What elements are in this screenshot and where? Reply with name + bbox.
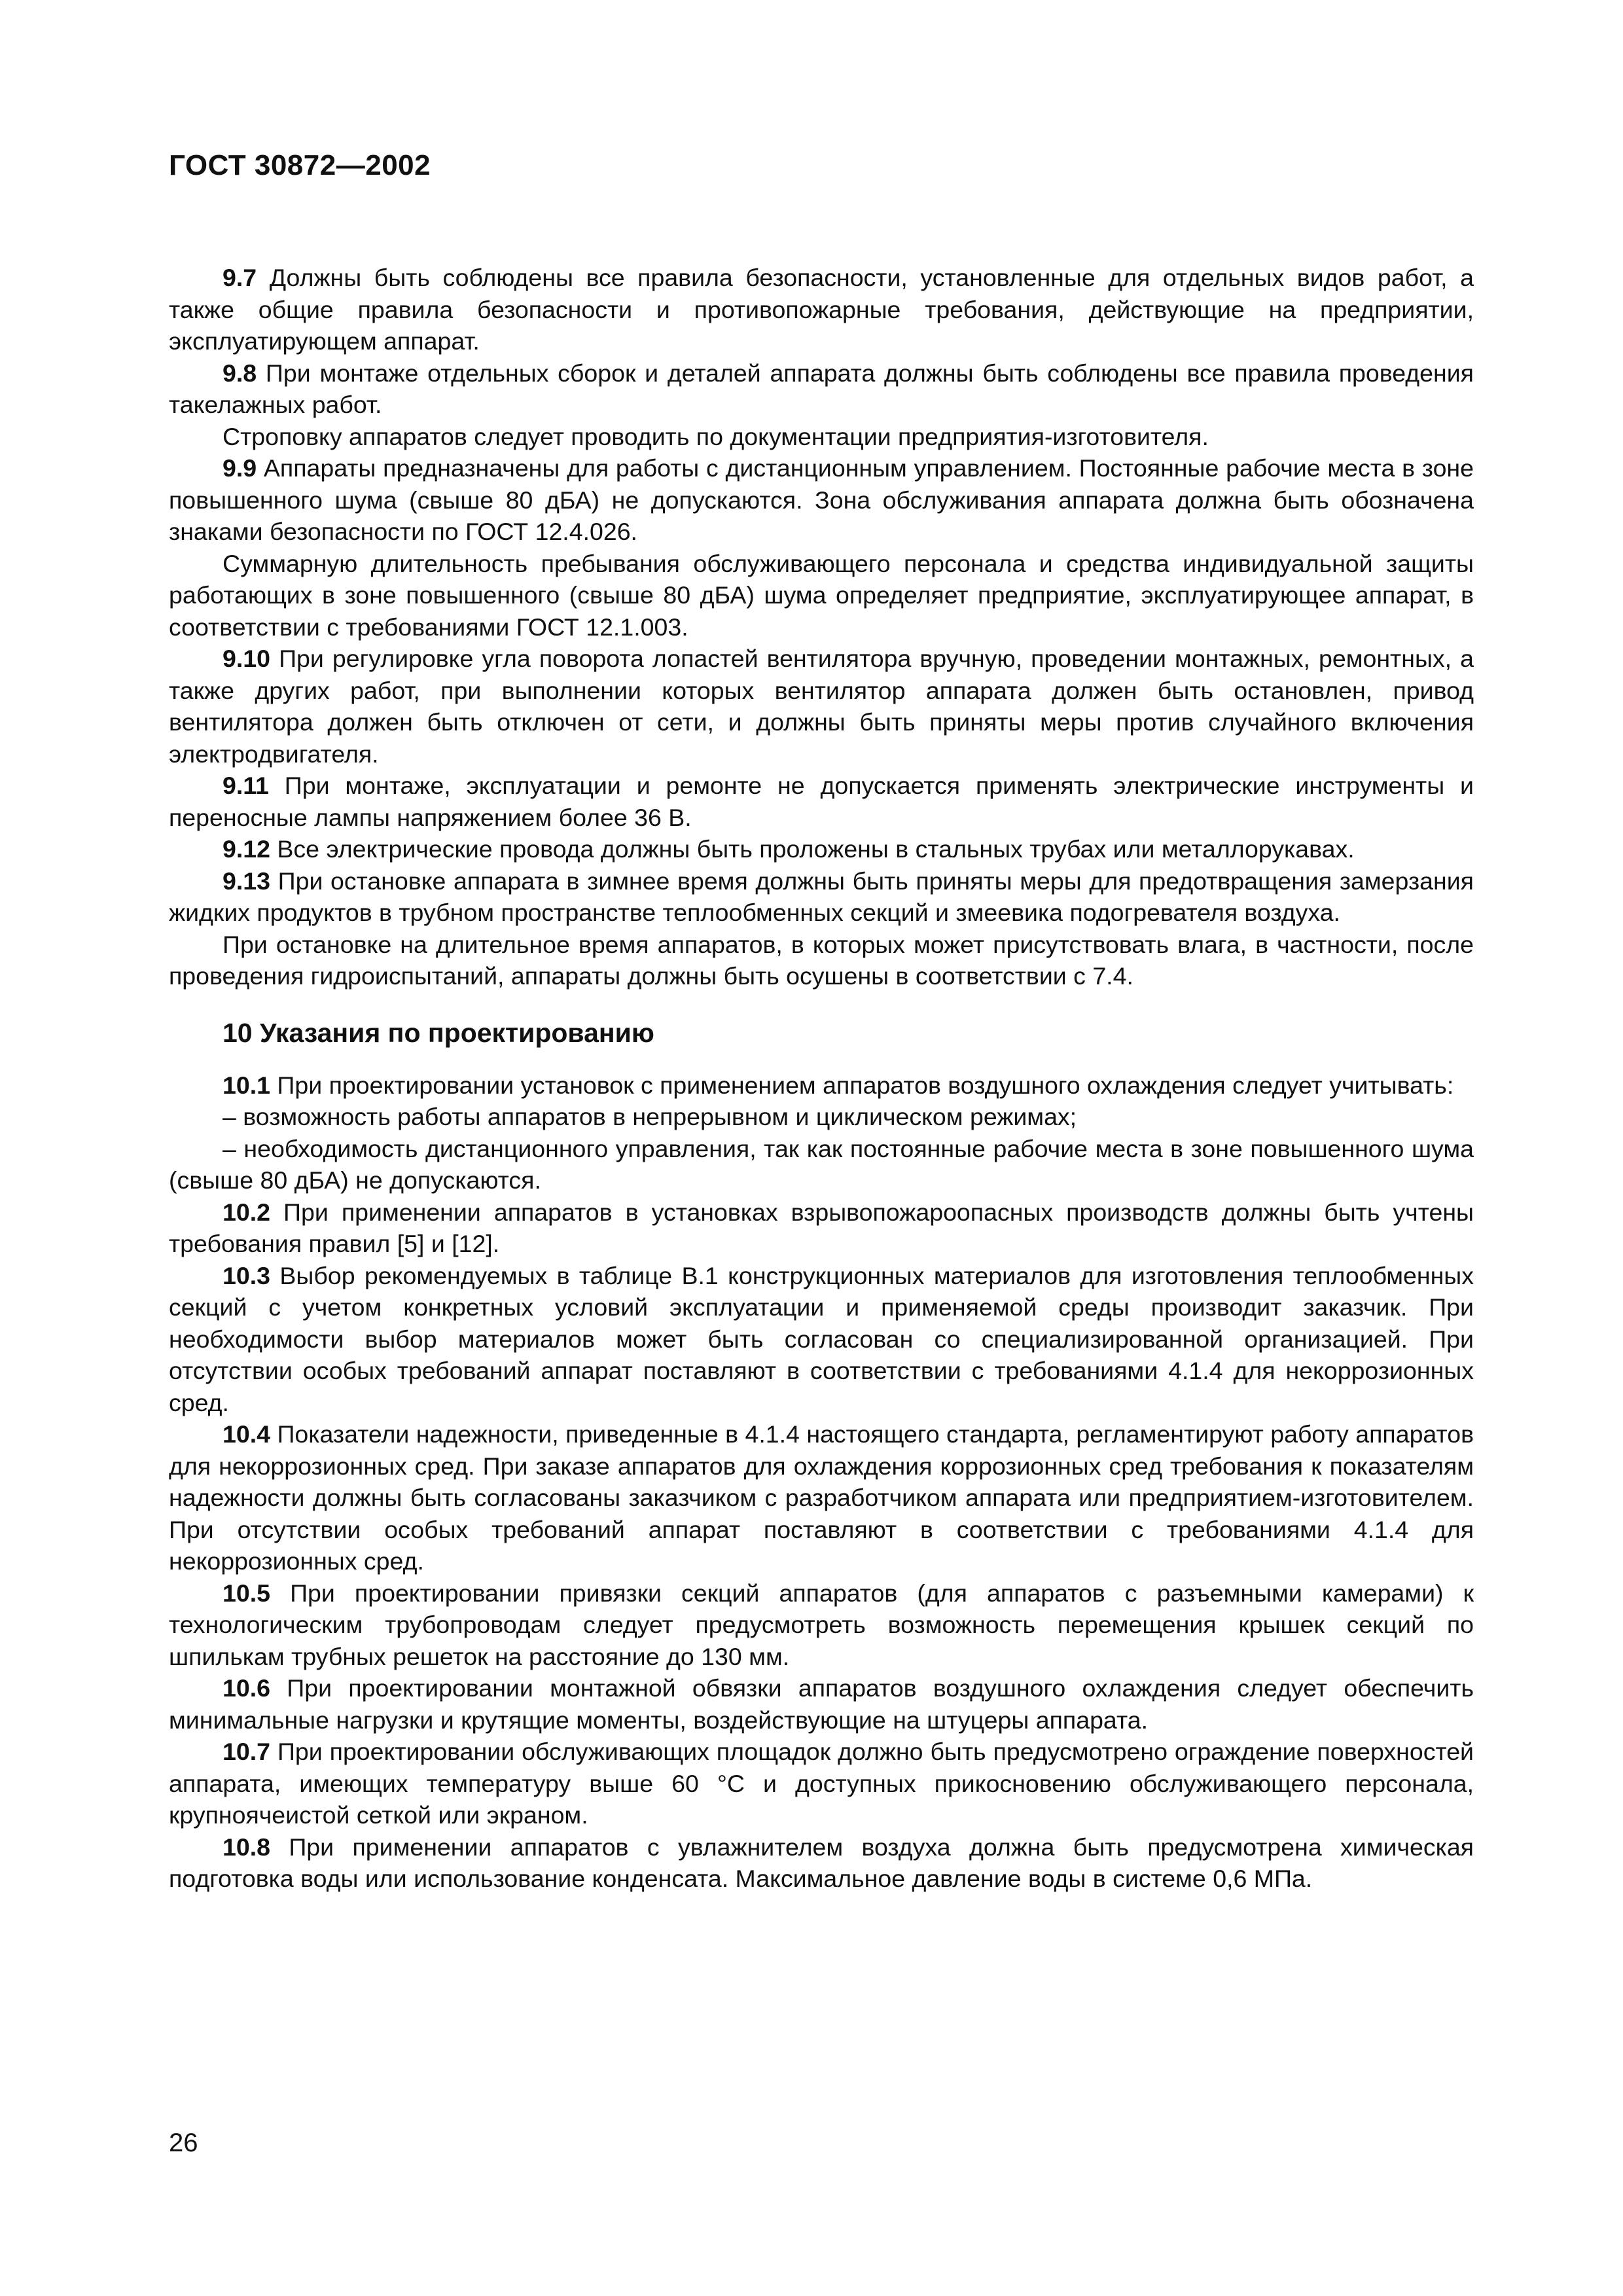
clause-text: Суммарную длительность пребывания обслуживающего персонала и средства индивидуальной защиты работающих в зоне повышенного (свыше 80 дБА) шума определяет предприятие, эксплуатирующее аппарат, в соответствии с требованиями ГОСТ 12.1.003. (169, 549, 1474, 641)
paragraph-9-8-slinging (169, 421, 1474, 453)
clause-number: 10.7 (223, 1738, 270, 1765)
clause-text: При проектировании привязки секций аппаратов (для аппаратов с разъемными камерами) к технологическим трубопроводам следует предусмотреть возможность перемещения крышек секций по шпилькам трубных решеток на расстояние до 130 мм. (169, 1579, 1474, 1670)
clause-number: 10.4 (223, 1420, 270, 1448)
clause-text: При монтаже, эксплуатации и ремонте не допускается применять электрические инструменты и переносные лампы напряжением более 36 В. (169, 772, 1474, 831)
clause-text: При проектировании монтажной обвязки аппаратов воздушного охлаждения следует обеспечить минимальные нагрузки и крутящие моменты, воздействующие на штуцеры аппарата. (169, 1674, 1474, 1734)
clause-text: Строповку аппаратов следует проводить по документации предприятия-изготовителя. (223, 422, 1209, 450)
clause-number: 9.10 (223, 645, 270, 672)
paragraph-9-7 (169, 262, 1474, 357)
clause-text: При проектировании установок с применением аппаратов воздушного охлаждения следует учитывать: (270, 1071, 1454, 1099)
document-body (169, 262, 1474, 1895)
clause-text: Показатели надежности, приведенные в 4.1.4 настоящего стандарта, регламентируют работу аппаратов для некоррозионных сред. При заказе аппаратов для охлаждения коррозионных сред требования к показателям надежности должны быть согласованы заказчиком с разработчиком аппарата или предприятием-изготовителем. При отсутствии особых требований аппарат поставляют в соответствии с требованиями 4.1.4 для некоррозионных сред. (169, 1420, 1474, 1575)
clause-text: – возможность работы аппаратов в непрерывном и циклическом режимах; (223, 1103, 1077, 1130)
paragraph-10-6 (169, 1672, 1474, 1736)
clause-text: При проектировании обслуживающих площадок должно быть предусмотрено ограждение поверхностей аппарата, имеющих температуру выше 60 °С и доступных прикосновению обслуживающего персонала, крупноячеистой сеткой или экраном. (169, 1738, 1474, 1829)
paragraph-9-12 (169, 833, 1474, 865)
paragraph-10-8 (169, 1831, 1474, 1895)
clause-text: Аппараты предназначены для работы с дистанционным управлением. Постоянные рабочие места в зоне повышенного шума (свыше 80 дБА) не допускаются. Зона обслуживания аппарата должна быть обозначена знаками безопасности по ГОСТ 12.4.026. (169, 454, 1474, 545)
clause-text: При регулировке угла поворота лопастей вентилятора вручную, проведении монтажных, ремонтных, а также других работ, при выполнении которых вентилятор аппарата должен быть остановлен, привод вентилятора должен быть отключен от сети, и должны быть приняты меры против случайного включения электродвигателя. (169, 645, 1474, 768)
paragraph-9-10 (169, 643, 1474, 770)
paragraph-9-13 (169, 865, 1474, 929)
clause-text: При монтаже отдельных сборок и деталей аппарата должны быть соблюдены все правила проведения такелажных работ. (169, 359, 1474, 418)
clause-number: 9.7 (223, 264, 257, 291)
clause-text: При остановке аппарата в зимнее время должны быть приняты меры для предотвращения замерзания жидких продуктов в трубном пространстве теплообменных секций и змеевика подогревателя воздуха. (169, 867, 1474, 926)
list-item-modes (169, 1101, 1474, 1133)
clause-text: Выбор рекомендуемых в таблице В.1 конструкционных материалов для изготовления теплообменных секций с учетом конкретных условий эксплуатации и применяемой среды производит заказчик. При необходимости выбор материалов может быть согласован со специализированной организацией. При отсутствии особых требований аппарат поставляют в соответствии с требованиями 4.1.4 для некоррозионных сред. (169, 1261, 1474, 1416)
section-10-heading: 10 Указания по проектированию (223, 1017, 654, 1048)
clause-number: 10.3 (223, 1261, 270, 1289)
paragraph-9-8 (169, 357, 1474, 421)
paragraph-9-13-drying (169, 929, 1474, 992)
paragraph-10-1 (169, 1069, 1474, 1102)
paragraph-9-9 (169, 452, 1474, 548)
paragraph-9-9-duration (169, 548, 1474, 643)
paragraph-10-2 (169, 1196, 1474, 1260)
clause-number: 9.9 (223, 454, 257, 482)
paragraph-10-5 (169, 1577, 1474, 1673)
page-number: 26 (169, 2128, 198, 2157)
clause-text: При применении аппаратов в установках взрывопожароопасных производств должны быть учтены требования правил [5] и [12]. (169, 1198, 1474, 1257)
list-item-remote-control (169, 1133, 1474, 1196)
clause-number: 9.8 (223, 359, 257, 387)
clause-text: – необходимость дистанционного управления, так как постоянные рабочие места в зоне повышенного шума (свыше 80 дБА) не допускаются. (169, 1134, 1474, 1194)
clause-text: При применении аппаратов с увлажнителем воздуха должна быть предусмотрена химическая подготовка воды или использование конденсата. Максимальное давление воды в системе 0,6 МПа. (169, 1833, 1474, 1892)
clause-number: 9.12 (223, 835, 270, 863)
clause-number: 10.1 (223, 1071, 270, 1099)
clause-number: 10.6 (223, 1674, 270, 1702)
clause-number: 10.8 (223, 1833, 270, 1861)
paragraph-10-7 (169, 1736, 1474, 1831)
clause-number: 9.11 (223, 772, 269, 799)
clause-number: 10.2 (223, 1198, 270, 1226)
clause-text: Должны быть соблюдены все правила безопасности, установленные для отдельных видов работ, а также общие правила безопасности и противопожарные требования, действующие на предприятии, эксплуатирующем аппарат. (169, 264, 1474, 355)
paragraph-10-3 (169, 1260, 1474, 1419)
paragraph-9-11 (169, 770, 1474, 833)
clause-number: 10.5 (223, 1579, 270, 1607)
clause-text: При остановке на длительное время аппаратов, в которых может присутствовать влага, в частности, после проведения гидроиспытаний, аппараты должны быть осушены в соответствии с 7.4. (169, 930, 1474, 990)
standard-header: ГОСТ 30872—2002 (169, 149, 431, 181)
clause-text: Все электрические провода должны быть проложены в стальных трубах или металлорукавах. (270, 835, 1355, 863)
paragraph-10-4 (169, 1418, 1474, 1577)
clause-number: 9.13 (223, 867, 270, 895)
